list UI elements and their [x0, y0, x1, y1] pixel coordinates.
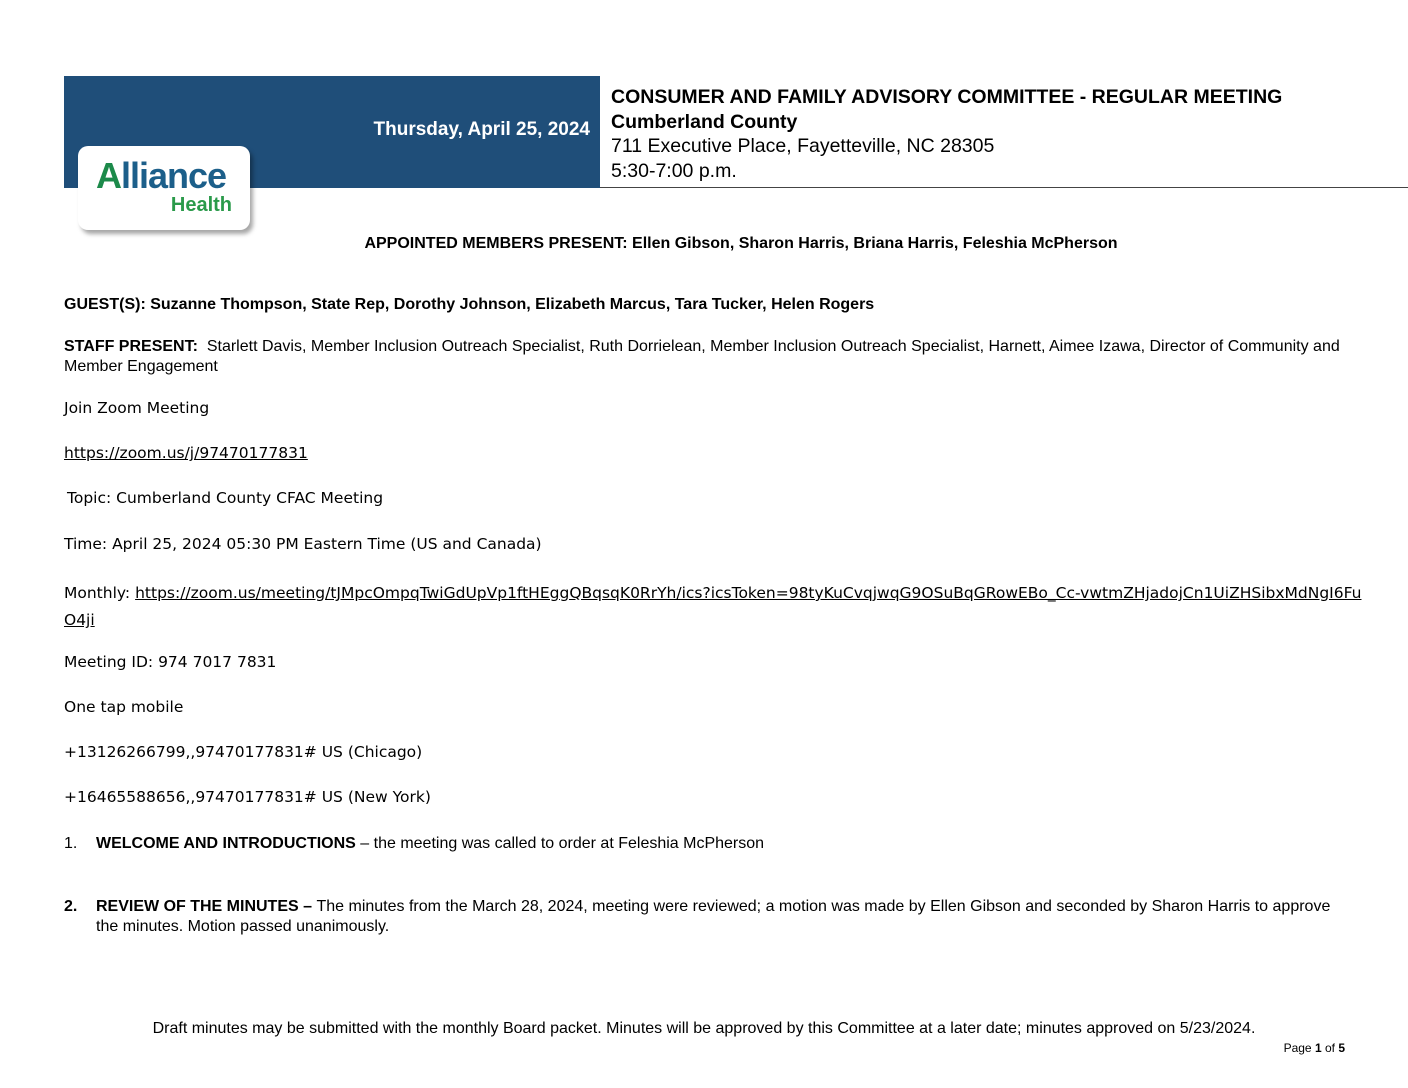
agenda-title: REVIEW OF THE MINUTES –: [96, 898, 317, 915]
agenda-item-welcome: [64, 834, 1354, 854]
staff-label: STAFF PRESENT:: [64, 338, 198, 355]
zoom-meeting-id: Meeting ID: 974 7017 7831: [64, 653, 277, 671]
footer-note: Draft minutes may be submitted with the monthly Board packet. Minutes will be approved by this Committee at a later date; minutes approved on 5/23/2024.: [152, 1020, 1256, 1037]
agenda-title: WELCOME AND INTRODUCTIONS: [96, 835, 356, 852]
guests: GUEST(S): Suzanne Thompson, State Rep, Dorothy Johnson, Elizabeth Marcus, Tara Tucker, Helen Rogers: [64, 296, 875, 313]
logo-wordmark: Alliance: [96, 155, 227, 196]
staff-present: [64, 337, 1354, 377]
one-tap-label: One tap mobile: [64, 698, 184, 716]
header-info: [611, 85, 1401, 183]
page-number: Page 1 of 5: [1283, 1041, 1345, 1055]
zoom-join-link-row: [64, 444, 308, 462]
staff-list: Starlett Davis, Member Inclusion Outreach Specialist, Ruth Dorrielean, Member Inclusion Outreach Specialist, Harnett, Aimee Izawa, Director of Community and Member Engagement: [64, 338, 1345, 375]
zoom-time: Time: April 25, 2024 05:30 PM Eastern Time (US and Canada): [64, 535, 542, 553]
phone-new-york: +16465588656,,97470177831# US (New York): [64, 788, 431, 806]
header-divider: [600, 187, 1408, 188]
agenda-text: The minutes from the March 28, 2024, meeting were reviewed; a motion was made by Ellen Gibson and seconded by Sharon Harris to approve the minutes. Motion passed unanimously.: [96, 898, 1331, 935]
zoom-join-link[interactable]: https://zoom.us/j/97470177831: [64, 444, 308, 462]
agenda-text: – the meeting was called to order at Feleshia McPherson: [355, 835, 765, 852]
zoom-topic: Topic: Cumberland County CFAC Meeting: [67, 489, 384, 507]
agenda-item-review-minutes: [64, 897, 1354, 937]
zoom-monthly: [64, 580, 1364, 634]
meeting-address: 711 Executive Place, Fayetteville, NC 28305: [611, 135, 995, 157]
agenda-number: 1.: [64, 835, 78, 852]
appointed-members: APPOINTED MEMBERS PRESENT: Ellen Gibson, Sharon Harris, Briana Harris, Feleshia McPherson: [364, 235, 1118, 252]
meeting-date: Thursday, April 25, 2024: [373, 119, 590, 140]
alliance-health-logo: [78, 146, 250, 230]
agenda-number: 2.: [64, 898, 78, 915]
logo-health-text: Health: [170, 194, 232, 216]
meeting-time: 5:30-7:00 p.m.: [611, 159, 737, 182]
county-name: Cumberland County: [611, 110, 798, 133]
monthly-label: Monthly:: [64, 584, 136, 602]
meeting-title: CONSUMER AND FAMILY ADVISORY COMMITTEE - REGULAR MEETING: [611, 86, 1283, 108]
join-zoom-label: Join Zoom Meeting: [64, 399, 210, 417]
phone-chicago: +13126266799,,97470177831# US (Chicago): [64, 743, 423, 761]
zoom-monthly-link[interactable]: https://zoom.us/meeting/tJMpcOmpqTwiGdUpVp1ftHEggQBqsqK0RrYh/ics?icsToken=98tyKuCvqjwqG9OSuBqGRowEBo_Cc-vwtmZHjadojCn1UiZHSibxMdNgI6FuO4ji: [64, 584, 1362, 629]
